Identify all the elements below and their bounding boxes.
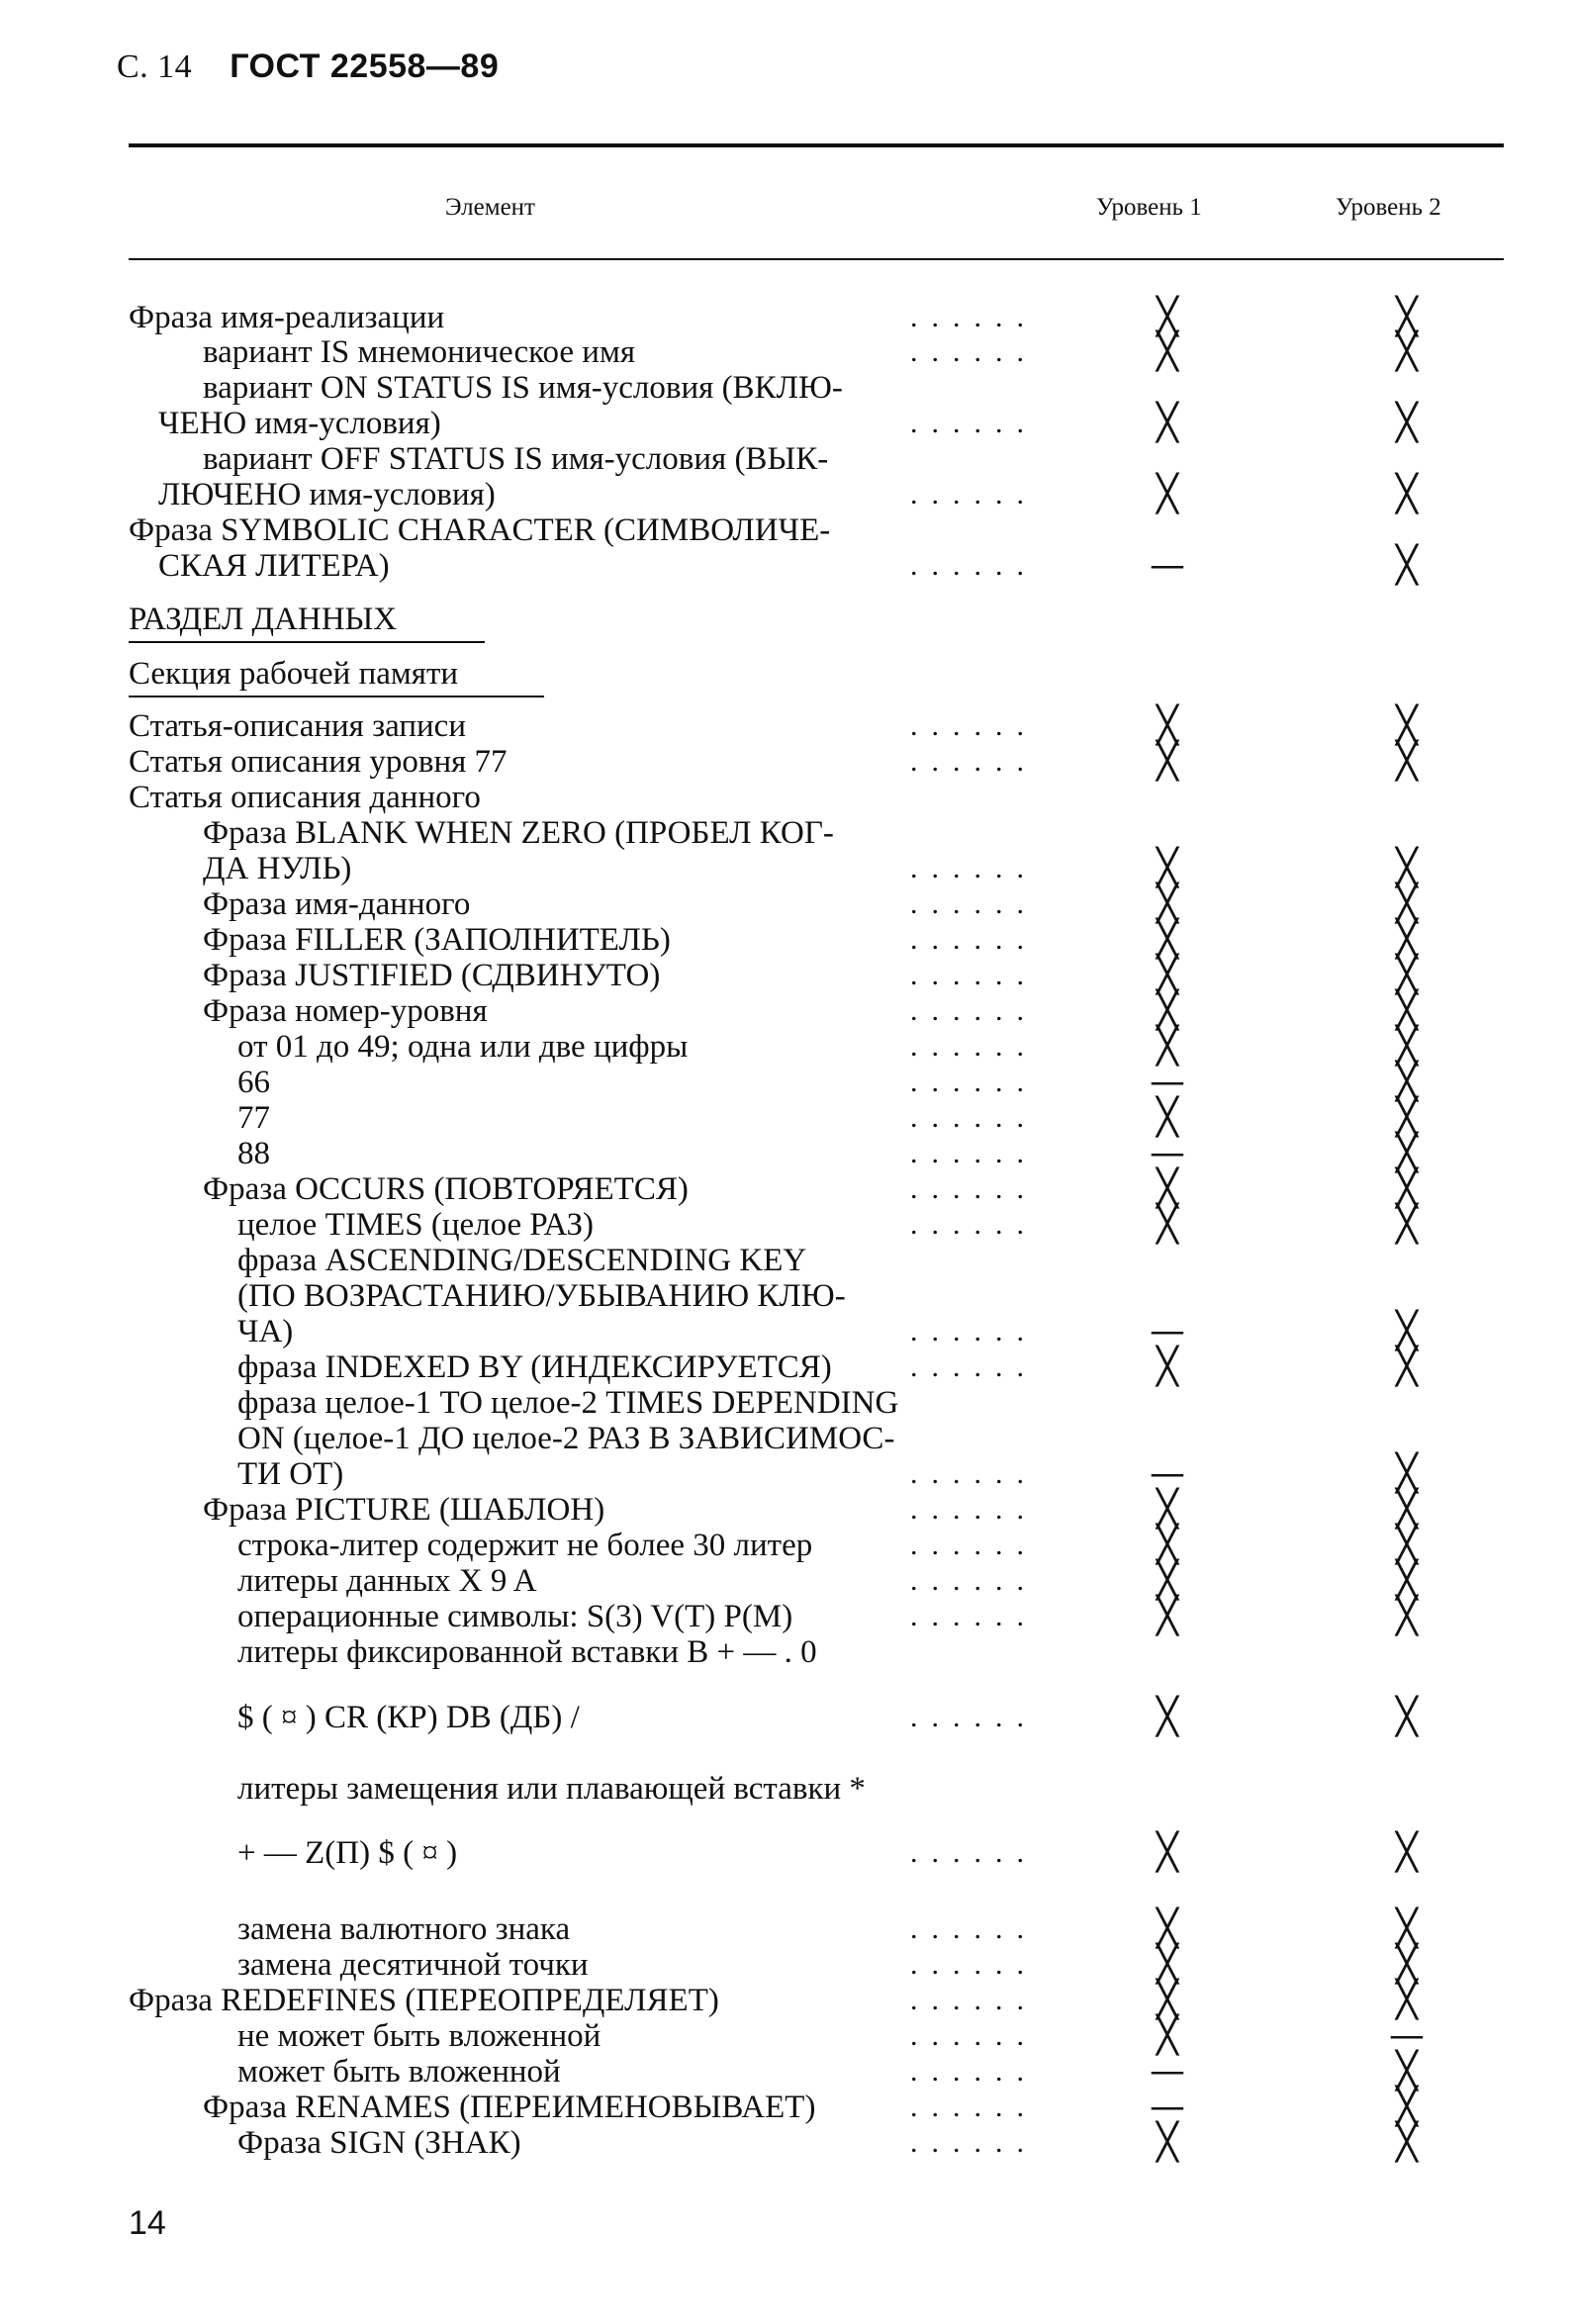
element-label: фраза ASCENDING/DESCENDING KEY [237, 1243, 807, 1278]
level1-mark: ╳ [1156, 403, 1178, 443]
level1-mark: ╳ [1156, 1489, 1178, 1530]
element-label: Фраза имя-реализации [129, 300, 445, 335]
table-row [0, 2015, 1572, 2056]
level2-mark: ╳ [1396, 1453, 1418, 1494]
table-row [0, 2051, 1572, 2092]
element-label: вариант ON STATUS IS имя-условия (ВКЛЮ- [203, 370, 843, 406]
table-row [0, 1596, 1572, 1636]
table-row [0, 955, 1572, 995]
level1-mark: ╳ [1156, 1525, 1178, 1565]
element-label: СКАЯ ЛИТЕРА) [158, 548, 390, 584]
element-label: операционные символы: S(3) V(T) P(M) [237, 1599, 793, 1634]
element-label: замена десятичной точки [237, 1947, 589, 1983]
table-row [0, 919, 1572, 960]
level2-mark: ╳ [1396, 1944, 1418, 1985]
table-row [0, 297, 1572, 337]
table-row [0, 883, 1572, 924]
table-row [0, 1980, 1572, 2020]
level1-mark: — [1150, 545, 1185, 586]
page-header [117, 47, 499, 86]
element-label: Статья описания данного [129, 780, 481, 815]
table-row [0, 1453, 1572, 1494]
element-label: строка-литер содержит не более 30 литер [237, 1528, 813, 1563]
table-row [0, 815, 1572, 851]
table-row [0, 1097, 1572, 1138]
element-label: вариант IS мнемоническое имя [203, 334, 636, 370]
table-row [0, 1062, 1572, 1102]
dot-leader: ...... [910, 1030, 1038, 1063]
dot-leader: ...... [910, 1493, 1038, 1526]
table-row [0, 1311, 1572, 1351]
level2-mark: ╳ [1396, 1133, 1418, 1173]
dot-leader: ...... [910, 745, 1038, 778]
table-row [0, 370, 1572, 406]
dot-leader: ...... [910, 478, 1038, 511]
element-label: не может быть вложенной [237, 2018, 601, 2054]
level1-mark: ╳ [1156, 297, 1178, 337]
level1-mark: ╳ [1156, 919, 1178, 960]
dot-leader: ...... [910, 1912, 1038, 1945]
column-header-level2: Уровень 2 [1336, 194, 1441, 221]
level2-mark: ╳ [1396, 990, 1418, 1031]
dot-leader: ...... [910, 1066, 1038, 1098]
dot-leader: ...... [910, 2091, 1038, 2123]
level2-mark: ╳ [1396, 2051, 1418, 2092]
table-row [0, 2122, 1572, 2163]
dot-leader: ...... [910, 1836, 1038, 1869]
element-label: ЧА) [237, 1314, 294, 1349]
table-row [0, 1168, 1572, 1209]
level2-mark: ╳ [1396, 1697, 1418, 1737]
table-row [0, 1026, 1572, 1067]
level1-mark: ╳ [1156, 741, 1178, 782]
header-rule [129, 143, 1504, 147]
table-row [0, 705, 1572, 746]
table-row [0, 1697, 1572, 1737]
element-label: 77 [237, 1100, 270, 1136]
page-number: 14 [129, 2204, 166, 2242]
table-row [0, 1771, 1572, 1807]
level1-mark: — [1150, 1453, 1185, 1494]
table-row [0, 545, 1572, 586]
table-row [0, 1560, 1572, 1601]
dot-leader: ...... [910, 301, 1038, 333]
level2-mark: ╳ [1396, 1204, 1418, 1245]
level2-mark: ╳ [1396, 2122, 1418, 2163]
table-row [0, 1278, 1572, 1314]
level1-mark: ╳ [1156, 1560, 1178, 1601]
table-row [0, 1489, 1572, 1530]
table-row [0, 1133, 1572, 1173]
element-label: Фраза FILLER (ЗАПОЛНИТЕЛЬ) [203, 922, 671, 958]
dot-leader: ...... [910, 1350, 1038, 1383]
level1-mark: ╳ [1156, 1908, 1178, 1949]
element-label: Секция рабочей памяти [129, 656, 459, 692]
table-row [0, 1421, 1572, 1456]
level1-mark: ╳ [1156, 848, 1178, 888]
dot-leader: ...... [910, 923, 1038, 956]
table-row [0, 1525, 1572, 1565]
level1-mark: — [1150, 1311, 1185, 1351]
level1-mark: ╳ [1156, 1168, 1178, 1209]
dot-leader: ...... [910, 407, 1038, 439]
level1-mark: ╳ [1156, 331, 1178, 372]
element-label: Фраза PICTURE (ШАБЛОН) [203, 1492, 605, 1528]
level1-mark: ╳ [1156, 1347, 1178, 1387]
element-label: Фраза SIGN (ЗНАК) [237, 2125, 521, 2161]
element-label: Фраза JUSTIFIED (СДВИНУТО) [203, 958, 661, 993]
element-label: целое TIMES (целое РАЗ) [237, 1207, 595, 1243]
level1-mark: ╳ [1156, 1204, 1178, 1245]
level1-mark: ╳ [1156, 2122, 1178, 2163]
standard-number: ГОСТ 22558—89 [230, 47, 500, 85]
level2-mark: ╳ [1396, 1026, 1418, 1067]
level2-mark: ╳ [1396, 1311, 1418, 1351]
level2-mark: ╳ [1396, 1097, 1418, 1138]
level1-mark: ╳ [1156, 883, 1178, 924]
dot-leader: ...... [910, 1101, 1038, 1134]
element-label: РАЗДЕЛ ДАННЫХ [129, 602, 398, 637]
element-label: литеры фиксированной вставки B + — . 0 [237, 1634, 817, 1670]
dot-leader: ...... [910, 1315, 1038, 1348]
table-row [0, 1908, 1572, 1949]
dot-leader: ...... [910, 1600, 1038, 1632]
dot-leader: ...... [910, 549, 1038, 582]
dot-leader: ...... [910, 959, 1038, 991]
level1-mark: ╳ [1156, 1832, 1178, 1873]
element-label: Фраза имя-данного [203, 886, 471, 922]
level2-mark: ╳ [1396, 2087, 1418, 2127]
element-label: $ ( ¤ ) CR (КР) DB (ДБ) / [237, 1700, 580, 1735]
dot-leader: ...... [910, 1984, 1038, 2016]
dot-leader: ...... [910, 335, 1038, 368]
level2-mark: ╳ [1396, 848, 1418, 888]
table-row [0, 741, 1572, 782]
level1-mark: — [1150, 2087, 1185, 2127]
table-row [0, 1204, 1572, 1245]
element-label: Фраза OCCURS (ПОВТОРЯЕТСЯ) [203, 1171, 689, 1207]
level1-mark: ╳ [1156, 1980, 1178, 2020]
level1-mark: ╳ [1156, 2015, 1178, 2056]
table-row [0, 1944, 1572, 1985]
dot-leader: ...... [910, 994, 1038, 1027]
table-row [0, 1385, 1572, 1421]
dot-leader: ...... [910, 1172, 1038, 1205]
level1-mark: ╳ [1156, 955, 1178, 995]
section-underline [129, 641, 485, 643]
element-label: Фраза BLANK WHEN ZERO (ПРОБЕЛ КОГ- [203, 815, 834, 851]
element-label: ЛЮЧЕНО имя-условия) [158, 477, 496, 512]
level2-mark: ╳ [1396, 1168, 1418, 1209]
level2-mark: ╳ [1396, 1980, 1418, 2020]
level2-mark: ╳ [1396, 1525, 1418, 1565]
table-row [0, 1349, 1572, 1385]
level2-mark: ╳ [1396, 474, 1418, 514]
level2-mark: ╳ [1396, 1832, 1418, 1873]
column-header-level1: Уровень 1 [1096, 194, 1202, 221]
dot-leader: ...... [910, 709, 1038, 742]
page-label: С. 14 [117, 48, 193, 85]
level1-mark: — [1150, 2051, 1185, 2092]
dot-leader: ...... [910, 1457, 1038, 1490]
dot-leader: ...... [910, 1701, 1038, 1733]
element-label: замена валютного знака [237, 1911, 571, 1947]
level2-mark: ╳ [1396, 883, 1418, 924]
level2-mark: ╳ [1396, 297, 1418, 337]
level1-mark: — [1150, 1062, 1185, 1102]
element-label: ДА НУЛЬ) [203, 851, 352, 886]
table-row [0, 403, 1572, 443]
level1-mark: ╳ [1156, 1026, 1178, 1067]
table-row [0, 441, 1572, 477]
level2-mark: ╳ [1396, 705, 1418, 746]
dot-leader: ...... [910, 2126, 1038, 2159]
level2-mark: ╳ [1396, 403, 1418, 443]
level1-mark: ╳ [1156, 1097, 1178, 1138]
column-header-element: Элемент [445, 194, 535, 221]
element-label: ТИ ОТ) [237, 1456, 344, 1492]
level2-mark: ╳ [1396, 1062, 1418, 1102]
table-row [0, 512, 1572, 548]
level1-mark: ╳ [1156, 705, 1178, 746]
dot-leader: ...... [910, 1208, 1038, 1241]
table-row [0, 1832, 1572, 1873]
level2-mark: ╳ [1396, 1908, 1418, 1949]
level1-mark: ╳ [1156, 1697, 1178, 1737]
dot-leader: ...... [910, 2055, 1038, 2088]
dot-leader: ...... [910, 1137, 1038, 1169]
table-row [0, 780, 1572, 815]
dot-leader: ...... [910, 1948, 1038, 1981]
table-header-rule [129, 258, 1504, 260]
level2-mark: ╳ [1396, 741, 1418, 782]
table-row [0, 1634, 1572, 1670]
element-label: Фраза SYMBOLIC CHARACTER (СИМВОЛИЧЕ- [129, 512, 831, 548]
level1-mark: — [1150, 1133, 1185, 1173]
element-label: Статья описания уровня 77 [129, 744, 508, 780]
element-label: ЧЕНО имя-условия) [158, 406, 441, 441]
level1-mark: ╳ [1156, 990, 1178, 1031]
dot-leader: ...... [910, 887, 1038, 920]
dot-leader: ...... [910, 2019, 1038, 2052]
level2-mark: ╳ [1396, 955, 1418, 995]
section-underline [129, 696, 544, 697]
dot-leader: ...... [910, 1529, 1038, 1561]
level2-mark: ╳ [1396, 1489, 1418, 1530]
element-label: (ПО ВОЗРАСТАНИЮ/УБЫВАНИЮ КЛЮ- [237, 1278, 846, 1314]
element-label: литеры замещения или плавающей вставки * [237, 1771, 866, 1807]
table-row [0, 2087, 1572, 2127]
level2-mark: ╳ [1396, 1347, 1418, 1387]
element-label: ON (целое-1 ДО целое-2 РАЗ В ЗАВИСИМОС- [237, 1421, 895, 1456]
section-heading [0, 602, 1572, 637]
element-label: 66 [237, 1065, 270, 1100]
level2-mark: ╳ [1396, 331, 1418, 372]
element-label: Фраза номер-уровня [203, 993, 488, 1029]
element-label: фраза INDEXED BY (ИНДЕКСИРУЕТСЯ) [237, 1349, 832, 1385]
element-label: фраза целое-1 TO целое-2 TIMES DEPENDING [237, 1385, 899, 1421]
element-label: Фраза REDEFINES (ПЕРЕОПРЕДЕЛЯЕТ) [129, 1983, 719, 2018]
element-label: от 01 до 49; одна или две цифры [237, 1029, 689, 1065]
level1-mark: ╳ [1156, 474, 1178, 514]
table-row [0, 848, 1572, 888]
level2-mark: ╳ [1396, 545, 1418, 586]
table-row [0, 474, 1572, 514]
level1-mark: ╳ [1156, 1944, 1178, 1985]
element-label: литеры данных X 9 A [237, 1563, 537, 1599]
level2-mark: ╳ [1396, 1596, 1418, 1636]
element-label: 88 [237, 1136, 270, 1171]
section-heading [0, 656, 1572, 692]
element-label: вариант OFF STATUS IS имя-условия (ВЫК- [203, 441, 829, 477]
element-label: Статья-описания записи [129, 708, 466, 744]
level2-mark: ╳ [1396, 919, 1418, 960]
table-row [0, 990, 1572, 1031]
level2-mark: — [1389, 2015, 1425, 2056]
table-row [0, 1243, 1572, 1278]
element-label: + — Z(П) $ ( ¤ ) [237, 1835, 458, 1871]
dot-leader: ...... [910, 1564, 1038, 1597]
level1-mark: ╳ [1156, 1596, 1178, 1636]
table-row [0, 331, 1572, 372]
level2-mark: ╳ [1396, 1560, 1418, 1601]
dot-leader: ...... [910, 852, 1038, 884]
element-label: Фраза RENAMES (ПЕРЕИМЕНОВЫВАЕТ) [203, 2090, 816, 2125]
element-label: может быть вложенной [237, 2054, 561, 2090]
